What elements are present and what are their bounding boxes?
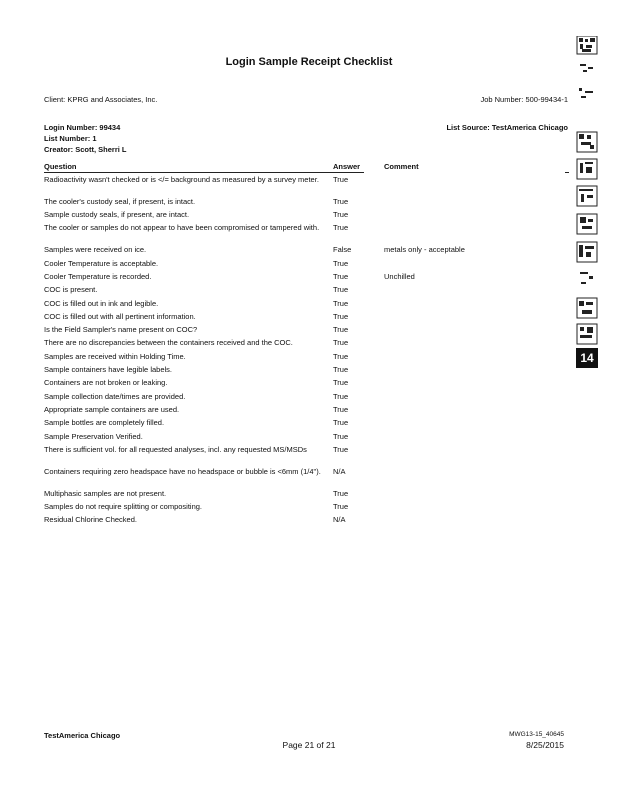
question-cell: Cooler Temperature is acceptable. (44, 258, 159, 268)
header-divider (44, 172, 364, 173)
table-row (44, 339, 574, 352)
table-row (44, 366, 574, 379)
footer-document-id: MWG13-15_40645 (509, 731, 564, 738)
answer-cell: True (333, 311, 349, 321)
column-header-comment: Comment (384, 162, 419, 171)
answer-cell: N/A (333, 515, 346, 525)
table-row (44, 406, 574, 419)
client-name: Client: KPRG and Associates, Inc. (44, 95, 158, 104)
table-row (44, 273, 574, 286)
table-row (44, 468, 574, 490)
question-cell: Multiphasic samples are not present. (44, 488, 167, 498)
creator: Creator: Scott, Sherri L (44, 145, 127, 154)
question-cell: Sample containers have legible labels. (44, 365, 172, 375)
question-cell: There are no discrepancies between the containers received and the COC. (44, 338, 293, 348)
table-row (44, 516, 574, 529)
table-row (44, 419, 574, 432)
answer-cell: True (333, 351, 349, 361)
footer-date: 8/25/2015 (526, 740, 564, 750)
answer-cell: True (333, 196, 349, 206)
question-cell: Samples were received on ice. (44, 245, 147, 255)
question-cell: COC is filled out with all pertinent information. (44, 311, 196, 321)
table-row (44, 379, 574, 392)
table-row (44, 393, 574, 406)
question-cell: Radioactivity wasn't checked or is </= background as measured by a survey meter. (44, 175, 319, 184)
table-row (44, 503, 574, 516)
question-cell: Is the Field Sampler's name present on COC? (44, 325, 198, 335)
question-cell: Sample Preservation Verified. (44, 431, 143, 441)
question-cell: COC is filled out in ink and legible. (44, 298, 159, 308)
question-cell: Sample bottles are completely filled. (44, 418, 165, 428)
table-row (44, 211, 574, 224)
table-row (44, 326, 574, 339)
answer-cell: False (333, 245, 352, 255)
table-row (44, 286, 574, 299)
table-row (44, 300, 574, 313)
question-cell: Appropriate sample containers are used. (44, 404, 180, 414)
answer-cell: True (333, 325, 349, 335)
answer-cell: True (333, 444, 349, 454)
table-row (44, 446, 574, 468)
question-cell: Containers are not broken or leaking. (44, 378, 168, 388)
header-divider-tick (565, 172, 569, 173)
question-cell: The cooler or samples do not appear to have been compromised or tampered with. (44, 223, 320, 233)
answer-cell: True (333, 488, 349, 498)
table-row (44, 224, 574, 246)
answer-cell: True (333, 404, 349, 414)
question-cell: The cooler's custody seal, if present, is intact. (44, 196, 196, 206)
question-cell: Samples are received within Holding Time. (44, 351, 186, 361)
answer-cell: True (333, 271, 349, 281)
table-row (44, 353, 574, 366)
answer-cell: True (333, 223, 349, 233)
answer-cell: N/A (333, 466, 346, 476)
question-cell: There is sufficient vol. for all requested analyses, incl. any requested MS/MSDs (44, 444, 307, 454)
table-row (44, 433, 574, 446)
answer-cell: True (333, 365, 349, 375)
answer-cell: True (333, 258, 349, 268)
barcode-strip (576, 36, 598, 346)
answer-cell: True (333, 210, 349, 220)
page-title: Login Sample Receipt Checklist (225, 56, 393, 68)
answer-cell: True (333, 298, 349, 308)
table-row (44, 490, 574, 503)
answer-cell: True (333, 285, 349, 295)
question-cell: Sample collection date/times are provided. (44, 391, 186, 401)
question-cell: COC is present. (44, 285, 98, 295)
answer-cell: True (333, 391, 349, 401)
footer-company: TestAmerica Chicago (44, 731, 121, 740)
list-source: List Source: TestAmerica Chicago (446, 123, 568, 132)
table-row (44, 246, 574, 259)
column-header-question: Question (44, 162, 77, 171)
footer-page-number: Page 21 of 21 (282, 740, 336, 750)
list-number: List Number: 1 (44, 134, 97, 143)
table-row (44, 260, 574, 273)
question-cell: Cooler Temperature is recorded. (44, 271, 152, 281)
table-row (44, 176, 574, 198)
section-tab: 14 (576, 348, 598, 368)
question-cell: Sample custody seals, if present, are intact. (44, 210, 190, 220)
answer-cell: True (333, 338, 349, 348)
comment-cell: Unchilled (384, 271, 415, 281)
answer-cell: True (333, 431, 349, 441)
login-number: Login Number: 99434 (44, 123, 121, 132)
answer-cell: True (333, 175, 349, 184)
question-cell: Residual Chlorine Checked. (44, 515, 137, 525)
checklist-table (44, 176, 574, 530)
answer-cell: True (333, 501, 349, 511)
column-header-answer: Answer (333, 162, 361, 171)
answer-cell: True (333, 378, 349, 388)
question-cell: Containers requiring zero headspace have no headspace or bubble is <6mm (1/4"). (44, 466, 321, 476)
comment-cell: metals only - acceptable (384, 245, 465, 255)
table-row (44, 198, 574, 211)
question-cell: Samples do not require splitting or compositing. (44, 501, 202, 511)
table-row (44, 313, 574, 326)
answer-cell: True (333, 418, 349, 428)
job-number: Job Number: 500-99434-1 (480, 95, 568, 104)
